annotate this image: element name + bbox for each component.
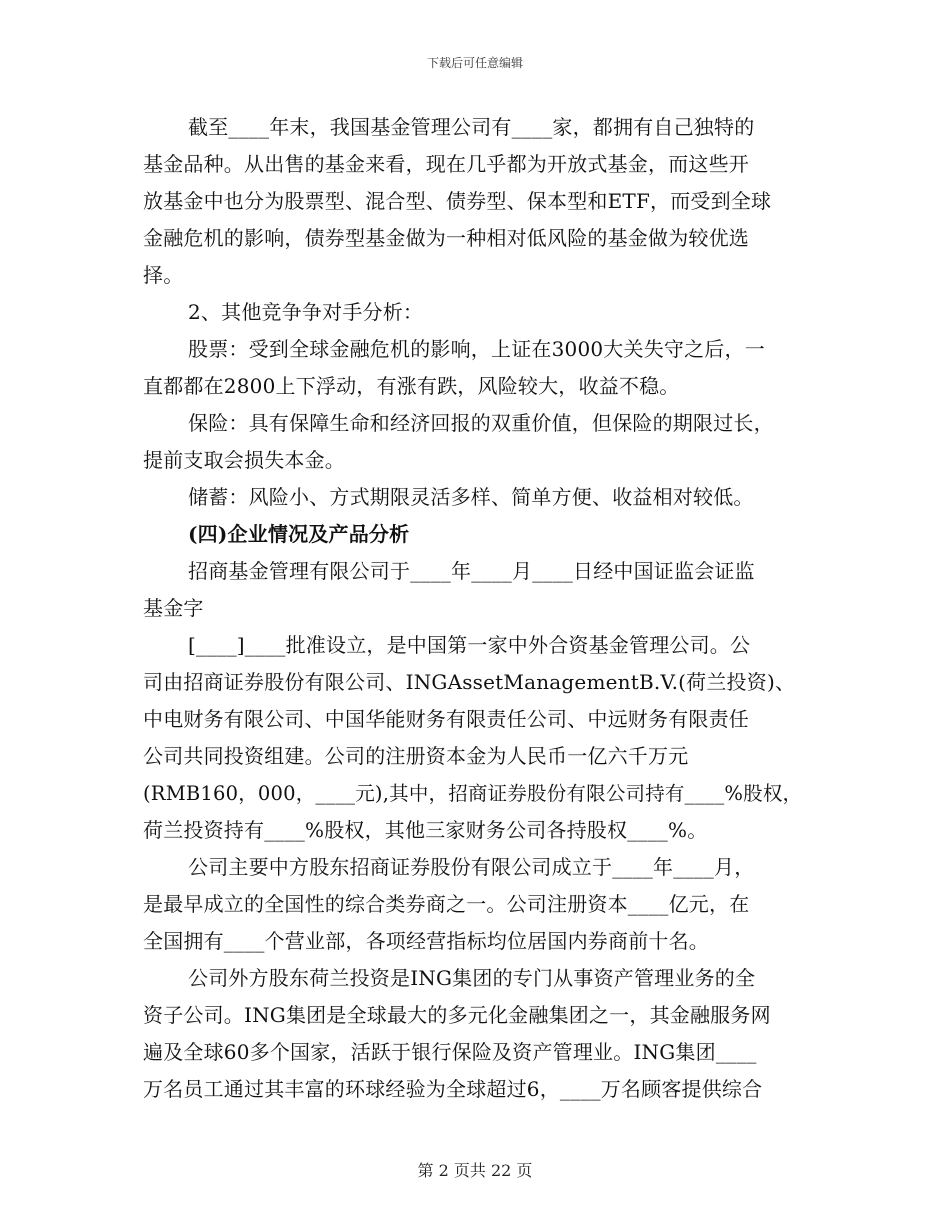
page-header: 下载后可任意编辑: [426, 56, 523, 70]
text-line: 招商基金管理有限公司于____年____月____日经中国证监会证监: [188, 559, 755, 583]
text-line: [____]____批准设立，是中国第一家中外合资基金管理公司。公: [188, 633, 751, 657]
text-line: 股票：受到全球金融危机的影响，上证在3000大关失守之后，一: [188, 337, 765, 361]
document-body: [143, 109, 813, 1108]
text-line: 金融危机的影响，债券型基金做为一种相对低风险的基金做为较优选: [143, 226, 749, 250]
text-line: 公司外方股东荷兰投资是ING集团的专门从事资产管理业务的全: [188, 966, 756, 990]
text-line: 截至____年末，我国基金管理公司有____家，都拥有自己独特的: [188, 115, 755, 139]
text-line: 放基金中也分为股票型、混合型、债券型、保本型和ETF，而受到全球: [143, 189, 772, 213]
text-line: 中电财务有限公司、中国华能财务有限责任公司、中远财务有限责任: [143, 707, 749, 731]
text-line: 遍及全球60多个国家，活跃于银行保险及资产管理业。ING集团____: [143, 1040, 757, 1064]
text-line: (RMB160，000，____元),其中，招商证券股份有限公司持有____%股权，: [143, 782, 803, 805]
section-heading: (四)企业情况及产品分析: [188, 522, 410, 546]
text-line: 择。: [143, 263, 184, 287]
text-line: 储蓄：风险小、方式期限灵活多样、简单方便、收益相对较低。: [188, 485, 754, 509]
text-line: 基金品种。从出售的基金来看，现在几乎都为开放式基金，而这些开: [143, 152, 749, 176]
section-heading: 2、其他竞争争对手分析：: [188, 300, 424, 324]
page-footer: 第 2 页共 22 页: [417, 1161, 533, 1180]
text-line: 司由招商证券股份有限公司、INGAssetManagementB.V.(荷兰投资)、: [143, 670, 796, 694]
text-line: 荷兰投资持有____%股权，其他三家财务公司各持股权____%。: [143, 818, 708, 842]
text-line: 基金字: [143, 596, 204, 620]
text-line: 保险：具有保障生命和经济回报的双重价值，但保险的期限过长，: [188, 411, 774, 435]
text-line: 公司主要中方股东招商证券股份有限公司成立于____年____月，: [188, 855, 755, 879]
text-line: 是最早成立的全国性的综合类券商之一。公司注册资本____亿元，在: [143, 892, 750, 916]
text-line: 公司共同投资组建。公司的注册资本金为人民币一亿六千万元: [143, 744, 689, 768]
text-line: 直都都在2800上下浮动，有涨有跌，风险较大，收益不稳。: [143, 374, 680, 398]
text-line: 全国拥有____个营业部，各项经营指标均位居国内券商前十名。: [143, 929, 709, 953]
text-line: 提前支取会损失本金。: [143, 448, 345, 472]
text-line: 资子公司。ING集团是全球最大的多元化金融集团之一，其金融服务网: [143, 1003, 771, 1027]
text-line: 万名员工通过其丰富的环球经验为全球超过6，____万名顾客提供综合: [143, 1077, 763, 1101]
